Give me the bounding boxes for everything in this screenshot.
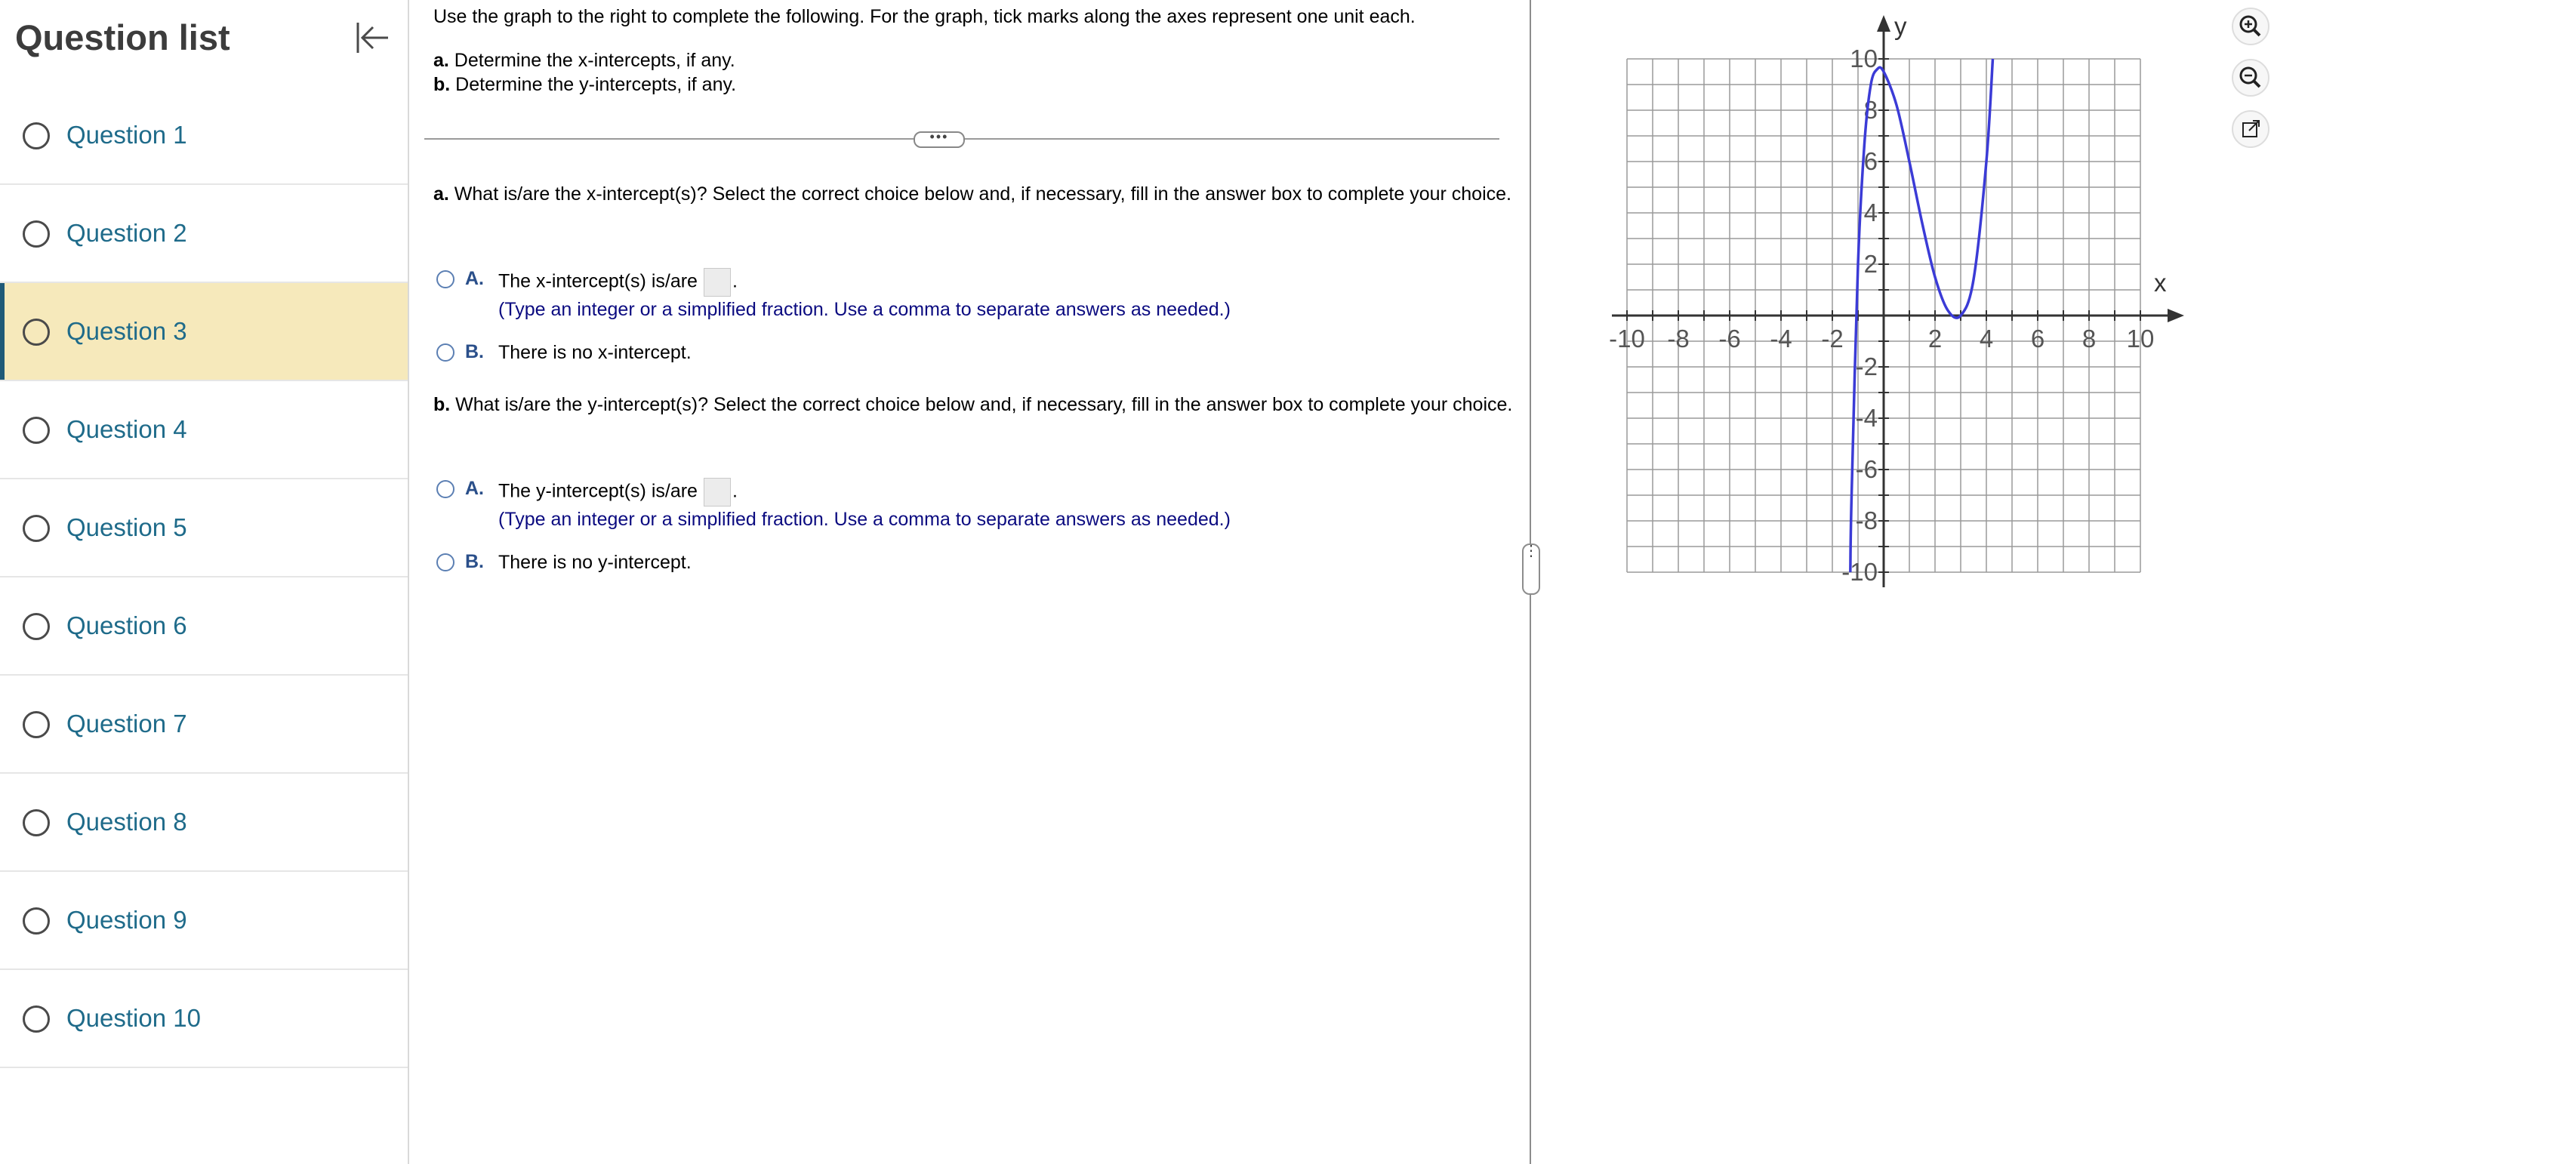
divider-handle[interactable]: •••: [914, 131, 965, 148]
question-label: Question 10: [66, 1004, 201, 1032]
part-a-choice-a-letter: A.: [465, 268, 484, 289]
status-circle-icon: [23, 711, 50, 738]
y-axis-arrow: [1877, 15, 1890, 32]
question-label: Question 6: [66, 611, 187, 639]
y-axis-label: y: [1894, 12, 1907, 40]
zoom-in-icon: [2233, 9, 2268, 44]
x-tick-label: -10: [1609, 325, 1645, 353]
part-b-prompt: [433, 393, 1513, 417]
question-label: Question 7: [66, 710, 187, 738]
part-b-choice-a-radio[interactable]: [436, 480, 454, 498]
question-item-10[interactable]: [0, 970, 408, 1068]
question-list-sidebar: [0, 0, 409, 1164]
zoom-out-button[interactable]: [2232, 59, 2269, 97]
question-label: Question 8: [66, 808, 187, 836]
x-tick-label: 2: [1927, 325, 1943, 353]
x-tick-label: -8: [1667, 325, 1690, 353]
question-label: Question 4: [66, 415, 187, 443]
graph: [1585, 0, 2205, 604]
part-b-prompt-text: What is/are the y-intercept(s)? Select the correct choice below and, if necessary, fill in the answer box to complete your choice.: [450, 394, 1513, 415]
x-tick-label: 6: [2030, 325, 2045, 353]
part-b-hint: (Type an integer or a simplified fraction. Use a comma to separate answers as needed.): [498, 509, 1231, 530]
question-panel: [408, 0, 1530, 1164]
external-link-icon: [2233, 112, 2268, 146]
task-a-text: Determine the x-intercepts, if any.: [448, 50, 735, 71]
y-tick-label: -6: [1855, 455, 1878, 483]
part-a-hint: (Type an integer or a simplified fraction. Use a comma to separate answers as needed.): [498, 299, 1231, 320]
y-tick-label: 8: [1863, 96, 1878, 124]
question-item-9[interactable]: [0, 872, 408, 970]
task-b: [433, 72, 736, 97]
part-a-choice-a: [498, 268, 738, 297]
y-tick-label: 2: [1863, 250, 1878, 278]
y-tick-label: -2: [1855, 353, 1878, 380]
part-a-label: a.: [433, 183, 449, 205]
x-intercept-answer-box[interactable]: [704, 268, 731, 297]
part-a-choice-a-text: The x-intercept(s) is/are: [498, 270, 698, 292]
status-circle-icon: [23, 613, 50, 640]
open-in-new-window-button[interactable]: [2232, 110, 2269, 148]
question-list: [0, 87, 408, 1068]
x-tick-label: 10: [2126, 325, 2155, 353]
x-tick-label: 8: [2081, 325, 2097, 353]
question-item-7[interactable]: [0, 676, 408, 774]
part-a-choice-a-period: .: [732, 270, 738, 292]
y-tick-label: 6: [1863, 147, 1878, 175]
question-label: Question 2: [66, 219, 187, 247]
question-label: Question 3: [66, 317, 187, 345]
status-circle-icon: [23, 907, 50, 935]
question-item-3[interactable]: [0, 283, 408, 381]
task-a-label: a.: [433, 50, 449, 71]
status-circle-icon: [23, 515, 50, 542]
question-item-1[interactable]: [0, 87, 408, 185]
task-a: [433, 48, 735, 73]
y-tick-label: -10: [1841, 558, 1878, 586]
question-item-2[interactable]: [0, 185, 408, 283]
part-a-choice-b-letter: B.: [465, 341, 484, 362]
x-tick-label: 4: [1979, 325, 1994, 353]
question-item-8[interactable]: [0, 774, 408, 872]
task-b-text: Determine the y-intercepts, if any.: [450, 74, 737, 95]
question-item-6[interactable]: [0, 577, 408, 676]
x-axis-arrow: [2168, 309, 2184, 322]
status-circle-icon: [23, 220, 50, 248]
question-item-5[interactable]: [0, 479, 408, 577]
question-intro: Use the graph to the right to complete the following. For the graph, tick marks along the axes represent one unit each.: [433, 6, 1416, 27]
question-label: Question 1: [66, 121, 187, 149]
task-b-label: b.: [433, 74, 451, 95]
status-circle-icon: [23, 417, 50, 444]
y-intercept-answer-box[interactable]: [704, 478, 731, 507]
part-b-choice-a-text: The y-intercept(s) is/are: [498, 480, 698, 502]
status-circle-icon: [23, 1005, 50, 1033]
y-tick-label: -4: [1855, 404, 1878, 432]
part-b-choice-a: [498, 478, 738, 507]
question-label: Question 5: [66, 513, 187, 541]
part-a-choice-b-text: There is no x-intercept.: [498, 342, 692, 363]
x-tick-label: -6: [1718, 325, 1741, 353]
question-item-4[interactable]: [0, 381, 408, 479]
x-axis-label: x: [2154, 269, 2167, 297]
zoom-in-button[interactable]: [2232, 8, 2269, 45]
part-b-choice-a-letter: A.: [465, 478, 484, 499]
part-b-choice-b-radio[interactable]: [436, 553, 454, 571]
part-b-label: b.: [433, 394, 451, 415]
y-tick-label: -8: [1855, 507, 1878, 534]
y-tick-label: 4: [1863, 199, 1878, 226]
status-circle-icon: [23, 809, 50, 836]
part-a-prompt-text: What is/are the x-intercept(s)? Select the correct choice below and, if necessary, fill in the answer box to complete your choice.: [448, 183, 1511, 205]
sidebar-title: Question list: [15, 17, 230, 57]
part-a-prompt: [433, 182, 1513, 207]
part-b-choice-a-period: .: [732, 480, 738, 502]
part-b-choice-b-letter: B.: [465, 551, 484, 572]
question-label: Question 9: [66, 906, 187, 934]
status-circle-icon: [23, 319, 50, 346]
x-tick-label: -4: [1770, 325, 1792, 353]
part-a-choice-a-radio[interactable]: [436, 270, 454, 288]
collapse-sidebar-icon[interactable]: [352, 18, 391, 57]
part-b-choice-b-text: There is no y-intercept.: [498, 552, 692, 573]
y-tick-label: 10: [1850, 45, 1878, 72]
zoom-out-icon: [2233, 60, 2268, 95]
part-a-choice-b-radio[interactable]: [436, 343, 454, 362]
x-tick-label: -2: [1821, 325, 1844, 353]
splitter-handle[interactable]: ⋮: [1522, 544, 1540, 595]
status-circle-icon: [23, 122, 50, 149]
